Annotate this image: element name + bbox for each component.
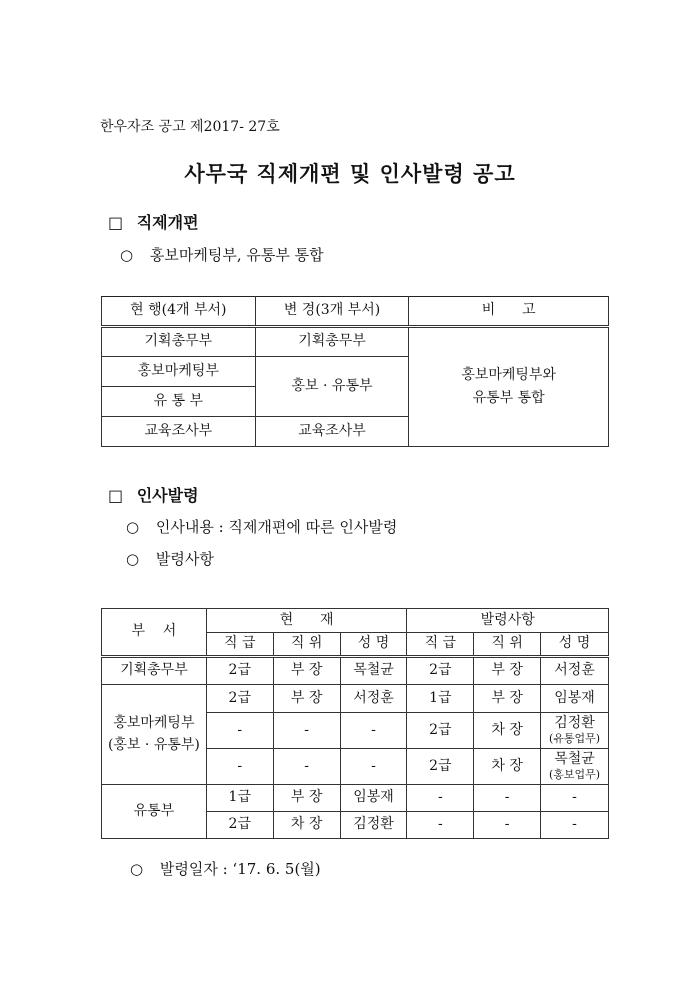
sub-header: 직 위 [474,633,541,657]
bullet-text: 발령사항 [155,550,214,568]
changed-dept: 교육조사부 [255,417,409,447]
cell: 차 장 [474,749,541,785]
sub-header: 직 급 [407,633,474,657]
org-change-table [101,296,609,447]
sub-header: 성 명 [340,633,407,657]
cell: 부 장 [474,685,541,713]
bullet-text: 인사내용 : 직제개편에 따른 인사발령 [155,518,398,536]
personnel-table [101,608,609,839]
current-dept: 기획총무부 [102,327,256,357]
cell: - [340,713,407,749]
cell: 2급 [407,657,474,685]
cell: 서정훈 [541,657,609,685]
name-cell [541,749,609,785]
cell: - [273,749,340,785]
cell: - [407,785,474,812]
cell: 1급 [407,685,474,713]
section-heading-personnel [108,483,199,506]
cell: 부 장 [474,657,541,685]
cell: - [407,812,474,839]
current-dept: 홍보마케팅부 [102,357,256,387]
cell: 부 장 [273,685,340,713]
cell: 서정훈 [340,685,407,713]
cell: 목철균 [340,657,407,685]
cell: - [474,812,541,839]
duty-note: (홍보업무) [549,768,601,782]
checkbox-square-icon: □ [108,486,124,505]
changed-dept: 기획총무부 [255,327,409,357]
cell: - [206,749,273,785]
bullet-text: 홍보마케팅부, 유통부 통합 [149,246,324,264]
cell: - [474,785,541,812]
current-dept: 유 통 부 [102,387,256,417]
cell: 부 장 [273,785,340,812]
section-heading-text: 직제개편 [136,213,199,232]
dept-sub: (홍보 · 유통부) [107,736,200,753]
cell: 차 장 [474,713,541,749]
checkbox-square-icon: □ [108,213,124,232]
table-row [102,657,609,685]
effective-date-text: 발령일자 : ‘17. 6. 5(월) [159,860,321,878]
name-cell [541,713,609,749]
cell: 2급 [206,685,273,713]
bullet-content [126,516,397,537]
cell: 김정환 [340,812,407,839]
cell: 1급 [206,785,273,812]
cell: 차 장 [273,812,340,839]
note-line: 유통부 통합 [472,390,545,406]
cell: 2급 [407,713,474,749]
circle-bullet-icon: ○ [120,246,134,264]
bullet-merge [120,244,324,265]
dept-cell [102,685,207,785]
cell: - [340,749,407,785]
cell: - [541,812,609,839]
circle-bullet-icon: ○ [126,518,140,536]
effective-date [130,858,321,879]
notice-number: 한우자조 공고 제2017- 27호 [100,119,280,135]
current-dept: 교육조사부 [102,417,256,447]
cell: 임봉재 [541,685,609,713]
circle-bullet-icon: ○ [130,860,144,878]
duty-note: (유통업무) [549,732,601,746]
page-title: 사무국 직제개편 및 인사발령 공고 [184,162,516,186]
dept-cell: 기획총무부 [102,657,207,685]
note-cell [409,327,609,447]
circle-bullet-icon: ○ [126,550,140,568]
sub-header: 직 급 [206,633,273,657]
header-current: 현 행(4개 부서) [102,297,256,327]
dept-name: 홍보마케팅부 [113,715,195,731]
bullet-items [126,548,214,569]
note-line: 홍보마케팅부와 [461,366,556,383]
cell: - [206,713,273,749]
table-row [102,685,609,713]
header-note: 비 고 [409,297,609,327]
cell: 2급 [206,657,273,685]
cell: 2급 [407,749,474,785]
table-row [102,785,609,812]
header-changed: 변 경(3개 부서) [255,297,409,327]
current-header: 현 재 [206,609,407,633]
name-text: 김정환 [554,714,595,731]
cell: 임봉재 [340,785,407,812]
sub-header: 성 명 [541,633,609,657]
sub-header: 직 위 [273,633,340,657]
cell: 부 장 [273,657,340,685]
name-text: 목철균 [554,750,595,767]
new-header: 발령사항 [407,609,609,633]
section-heading-text: 인사발령 [136,486,199,505]
dept-header: 부 서 [102,609,207,657]
cell: - [541,785,609,812]
cell: - [273,713,340,749]
dept-cell: 유통부 [102,785,207,839]
cell: 2급 [206,812,273,839]
changed-dept: 홍보 · 유통부 [255,357,409,417]
section-heading-reorg [108,210,199,233]
